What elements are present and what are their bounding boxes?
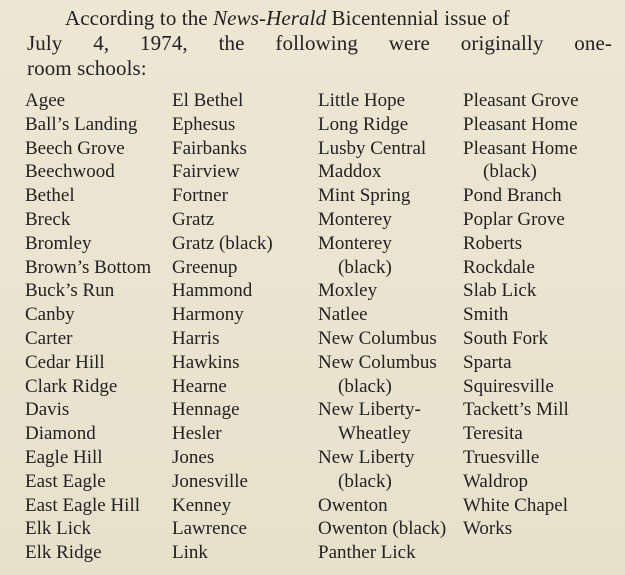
school-name: Breck (25, 208, 71, 230)
school-name: Diamond (25, 423, 96, 445)
school-name: Mint Spring (318, 185, 411, 207)
school-name: Beech Grove (25, 137, 125, 159)
school-name: Pleasant Home (463, 137, 578, 159)
school-name: South Fork (463, 327, 548, 349)
school-name: Jonesville (172, 470, 248, 492)
school-name: Hennage (172, 399, 240, 421)
school-name: New Columbus (318, 327, 437, 349)
school-name: Little Hope (318, 90, 406, 111)
school-name: Lusby Central (318, 137, 427, 159)
school-name: Pleasant Grove (463, 90, 579, 111)
school-name: East Eagle (25, 470, 106, 492)
school-name: Pond Branch (463, 185, 562, 207)
school-name: Link (172, 542, 208, 564)
school-name: Natlee (318, 304, 368, 326)
school-name: Gratz (172, 208, 215, 230)
school-name: Ephesus (172, 113, 236, 135)
school-name: Hearne (172, 375, 227, 397)
school-name: Fairbanks (172, 137, 247, 159)
school-name: Owenton (black) (318, 518, 447, 540)
school-name: Greenup (172, 256, 238, 278)
school-name: Hesler (172, 423, 222, 445)
school-name: Roberts (463, 232, 523, 254)
school-name: Poplar Grove (463, 208, 565, 230)
school-name: Pleasant Home (463, 113, 578, 135)
school-name: Long Ridge (318, 113, 409, 135)
school-name: Monterey (318, 232, 392, 254)
school-name: Fortner (172, 185, 228, 207)
school-name: Sparta (463, 351, 512, 373)
school-name-continuation: (black) (483, 161, 537, 183)
school-name: Fairview (172, 161, 240, 183)
school-column-4 (463, 89, 579, 541)
school-name: Hammond (172, 280, 253, 302)
intro-line-3: room schools: (27, 56, 147, 80)
school-column-2 (172, 89, 273, 565)
school-name: East Eagle Hill (25, 494, 141, 516)
school-name: New Columbus (318, 351, 437, 373)
intro-line-2: July 4, 1974, the following were originally one- (27, 31, 612, 55)
school-name: Smith (463, 304, 509, 326)
intro-paragraph (27, 6, 612, 81)
school-name: Rockdale (463, 256, 535, 278)
intro-line-1 (27, 6, 612, 31)
school-name-continuation: (black) (338, 375, 392, 397)
school-name: Waldrop (463, 470, 528, 492)
school-name: Davis (25, 399, 70, 421)
school-name: Lawrence (172, 518, 247, 540)
school-name: Moxley (318, 280, 378, 302)
school-name: Bethel (25, 185, 75, 207)
school-name: El Bethel (172, 90, 244, 111)
school-name-continuation: (black) (338, 470, 392, 492)
school-name: Maddox (318, 161, 382, 183)
school-name: White Chapel (463, 494, 568, 516)
school-name: Monterey (318, 208, 392, 230)
school-name: Clark Ridge (25, 375, 118, 397)
school-name: Ball’s Landing (25, 113, 138, 135)
school-list (0, 89, 625, 575)
intro-text-before: According to the (65, 6, 214, 30)
school-name: Hawkins (172, 351, 240, 373)
school-name: Owenton (318, 494, 388, 516)
school-column-1 (25, 89, 151, 565)
school-name: Carter (25, 327, 73, 349)
school-name: Canby (25, 304, 75, 326)
school-name: Jones (172, 446, 215, 468)
school-name: Panther Lick (318, 542, 416, 564)
school-name: Squiresville (463, 375, 554, 397)
school-name-continuation: (black) (338, 256, 392, 278)
school-name: Kenney (172, 494, 232, 516)
school-name: Eagle Hill (25, 446, 103, 468)
school-name: Beechwood (25, 161, 115, 183)
school-name: Bromley (25, 232, 92, 254)
school-name: Teresita (463, 423, 523, 445)
school-name: New Liberty (318, 446, 415, 468)
newspaper-title: News-Herald (213, 6, 327, 30)
school-name: Tackett’s Mill (463, 399, 569, 421)
school-name: New Liberty- (318, 399, 421, 421)
school-name: Truesville (463, 446, 540, 468)
school-name: Elk Ridge (25, 542, 102, 564)
school-name: Harmony (172, 304, 244, 326)
intro-text-after: Bicentennial issue of (326, 6, 510, 30)
school-name: Buck’s Run (25, 280, 115, 302)
school-name: Works (463, 518, 513, 540)
school-name: Gratz (black) (172, 232, 273, 254)
school-name: Agee (25, 90, 66, 111)
school-name: Cedar Hill (25, 351, 105, 373)
school-column-3 (318, 89, 446, 565)
school-name: Slab Lick (463, 280, 537, 302)
school-name: Brown’s Bottom (25, 256, 152, 278)
school-name: Elk Lick (25, 518, 91, 540)
school-name: Harris (172, 327, 220, 349)
school-name-continuation: Wheatley (338, 423, 411, 445)
